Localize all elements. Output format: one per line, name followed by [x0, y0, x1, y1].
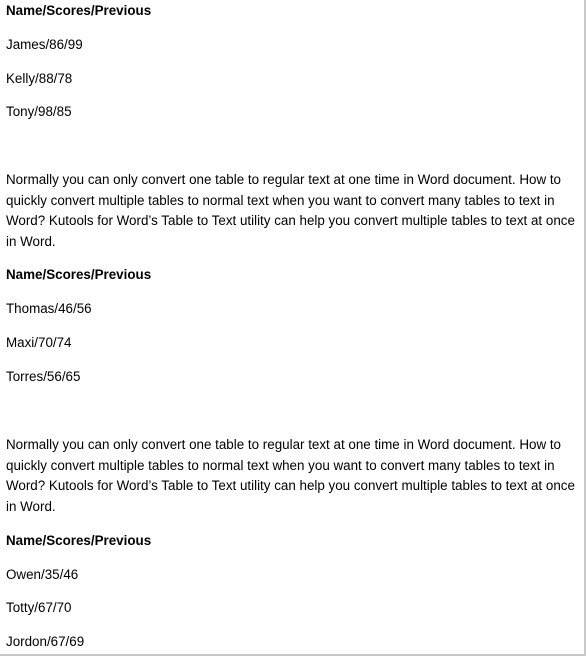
table-header: Name/Scores/Previous: [6, 3, 152, 18]
table-row: Totty/67/70: [6, 600, 72, 615]
table-row: Kelly/88/78: [6, 71, 73, 86]
table-row: Jordon/67/69: [6, 634, 85, 649]
table-row: Tony/98/85: [6, 104, 72, 119]
table-row: Maxi/70/74: [6, 335, 72, 350]
table-row: James/86/99: [6, 37, 83, 52]
body-paragraph: Normally you can only convert one table to regular text at one time in Word document. How to quickly convert multiple tables to normal text when you want to convert many tables to text in Word? Kutools for Word’s Table to Text utility can help you convert multiple tables to text at once in Word.: [6, 172, 575, 250]
table-row: Torres/56/65: [6, 369, 81, 384]
body-paragraph: Normally you can only convert one table to regular text at one time in Word document. How to quickly convert multiple tables to normal text when you want to convert many tables to text in Word? Kutools for Word’s Table to Text utility can help you convert multiple tables to text at once in Word.: [6, 437, 575, 515]
table-header: Name/Scores/Previous: [6, 267, 152, 282]
table-row: Owen/35/46: [6, 567, 79, 582]
table-row: Thomas/46/56: [6, 301, 92, 316]
table-header: Name/Scores/Previous: [6, 533, 152, 548]
